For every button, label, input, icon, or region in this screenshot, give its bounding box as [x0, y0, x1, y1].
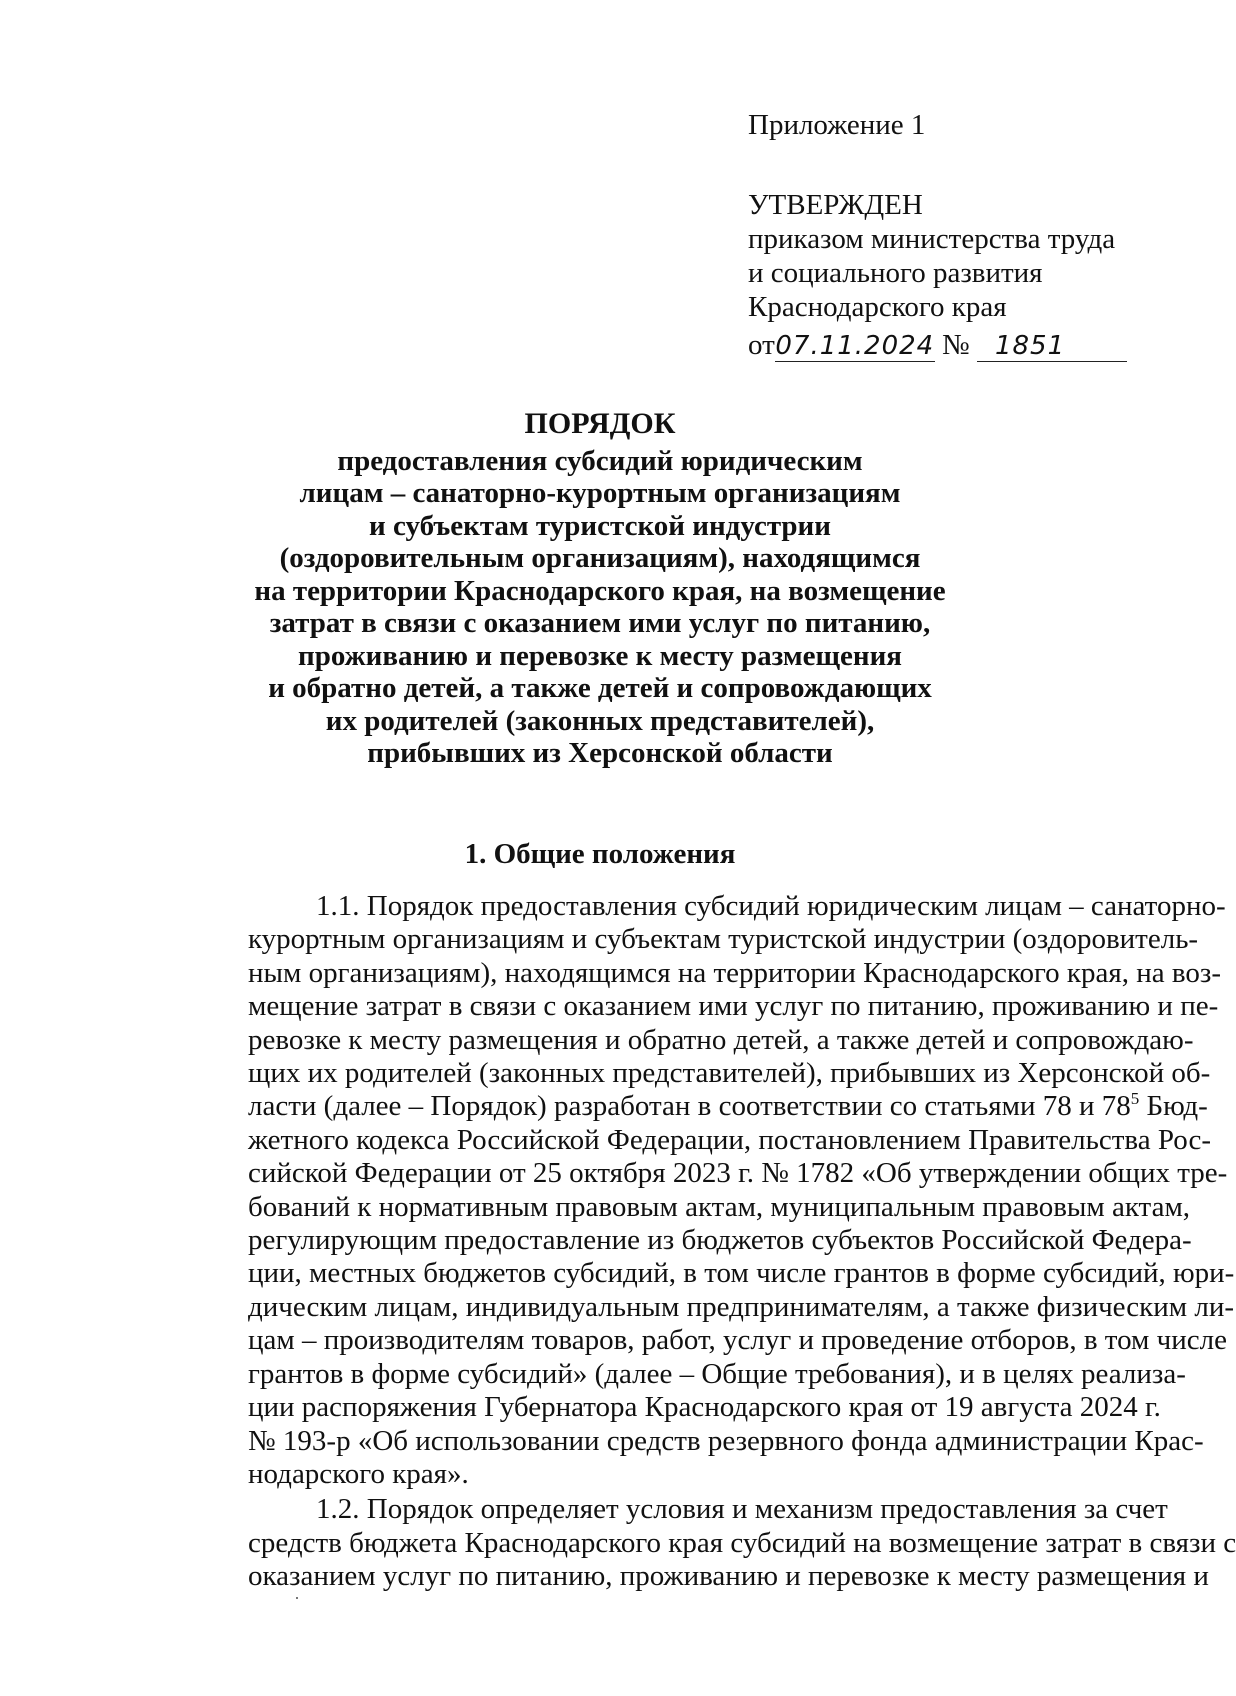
title-line: лицам – санаторно-курортным организациям — [299, 477, 901, 509]
approved-label: УТВЕРЖДЕН — [748, 189, 923, 221]
text-line: грантов в форме субсидий» (далее – Общие требования), и в целях реализа- — [248, 1357, 1186, 1390]
approval-block — [748, 108, 1168, 362]
text-line: ным организациям), находящимся на территории Краснодарского края, на воз- — [248, 956, 1221, 989]
text-line: бований к нормативным правовым актам, муниципальным правовым актам, — [248, 1190, 1191, 1223]
text-line: ции распоряжения Губернатора Краснодарского края от 19 августа 2024 г. — [248, 1391, 1161, 1424]
text-line: средств бюджета Краснодарского края субсидий на возмещение затрат в связи с — [248, 1526, 1236, 1559]
text-line: оказанием услуг по питанию, проживанию и перевозке к месту размещения и — [248, 1560, 1209, 1593]
document-title-block — [180, 408, 1020, 770]
number-sign: № — [942, 329, 970, 361]
order-date-number — [748, 328, 1168, 362]
text-line: дическим лицам, индивидуальным предпринимателям, а также физическим ли- — [248, 1290, 1234, 1323]
document-title: ПОРЯДОК — [524, 407, 676, 440]
approval-line-3: Краснодарского края — [748, 291, 1007, 323]
text-line: 1.2. Порядок определяет условия и механизм предоставления за счет — [316, 1493, 1168, 1526]
title-line: проживанию и перевозке к месту размещения — [298, 639, 902, 672]
section-heading: 1. Общие положения — [464, 838, 736, 870]
text-line: цам – производителям товаров, работ, услуг и проведение отборов, в том числе — [248, 1324, 1227, 1357]
text-line: 1.1. Порядок предоставления субсидий юридическим лицам – санаторно- — [316, 890, 1226, 922]
title-line: (оздоровительным организациям), находящимся — [279, 542, 921, 574]
text-line: ции, местных бюджетов субсидий, в том числе грантов в форме субсидий, юри- — [248, 1257, 1235, 1290]
text-line-with-superscript — [180, 1089, 1208, 1123]
text-line: мещение затрат в связи с оказанием ими услуг по питанию, проживанию и пе- — [248, 990, 1219, 1023]
text-line: № 193-р «Об использовании средств резервного фонда администрации Крас- — [248, 1424, 1204, 1457]
text-segment: ласти (далее – Порядок) разработан в соответствии со статьями 78 и 78 — [248, 1090, 1131, 1123]
text-line: жетного кодекса Российской Федерации, постановлением Правительства Рос- — [248, 1123, 1211, 1156]
approval-line-2: и социального развития — [748, 257, 1043, 289]
paragraph-1-2 — [180, 1493, 1236, 1593]
scan-speck — [296, 1597, 298, 1599]
title-line: их родителей (законных представителей), — [325, 704, 875, 737]
appendix-label: Приложение 1 — [748, 109, 926, 141]
text-line: сийской Федерации от 25 октября 2023 г. № 1782 «Об утверждении общих тре- — [248, 1157, 1228, 1190]
title-line: на территории Краснодарского края, на возмещение — [254, 574, 946, 607]
text-line: щих их родителей (законных представителей), прибывших из Херсонской об- — [248, 1057, 1211, 1090]
title-line: затрат в связи с оказанием ими услуг по питанию, — [269, 607, 931, 639]
handwritten-date: 07.11.2024 — [775, 331, 935, 361]
section-body — [180, 890, 1236, 1594]
title-line: предоставления субсидий юридическим — [337, 444, 863, 477]
title-line: прибывших из Херсонской области — [367, 737, 833, 769]
superscript: 5 — [1130, 1089, 1140, 1109]
text-line: регулирующим предоставление из бюджетов субъектов Российской Федера- — [248, 1224, 1192, 1257]
handwritten-number: 1851 — [977, 331, 1127, 362]
title-line: и субъектам туристской индустрии — [369, 509, 831, 542]
from-label: от — [748, 329, 775, 361]
text-segment: Бюд- — [1139, 1090, 1208, 1123]
text-line: нодарского края». — [248, 1457, 469, 1490]
approval-line-1: приказом министерства труда — [748, 223, 1116, 255]
paragraph-1-1 — [180, 890, 1235, 1491]
text-line: курортным организациям и субъектам туристской индустрии (оздоровитель- — [248, 923, 1199, 956]
title-line: и обратно детей, а также детей и сопровождающих — [268, 672, 932, 704]
text-line: ревозке к месту размещения и обратно детей, а также детей и сопровождаю- — [248, 1023, 1194, 1056]
